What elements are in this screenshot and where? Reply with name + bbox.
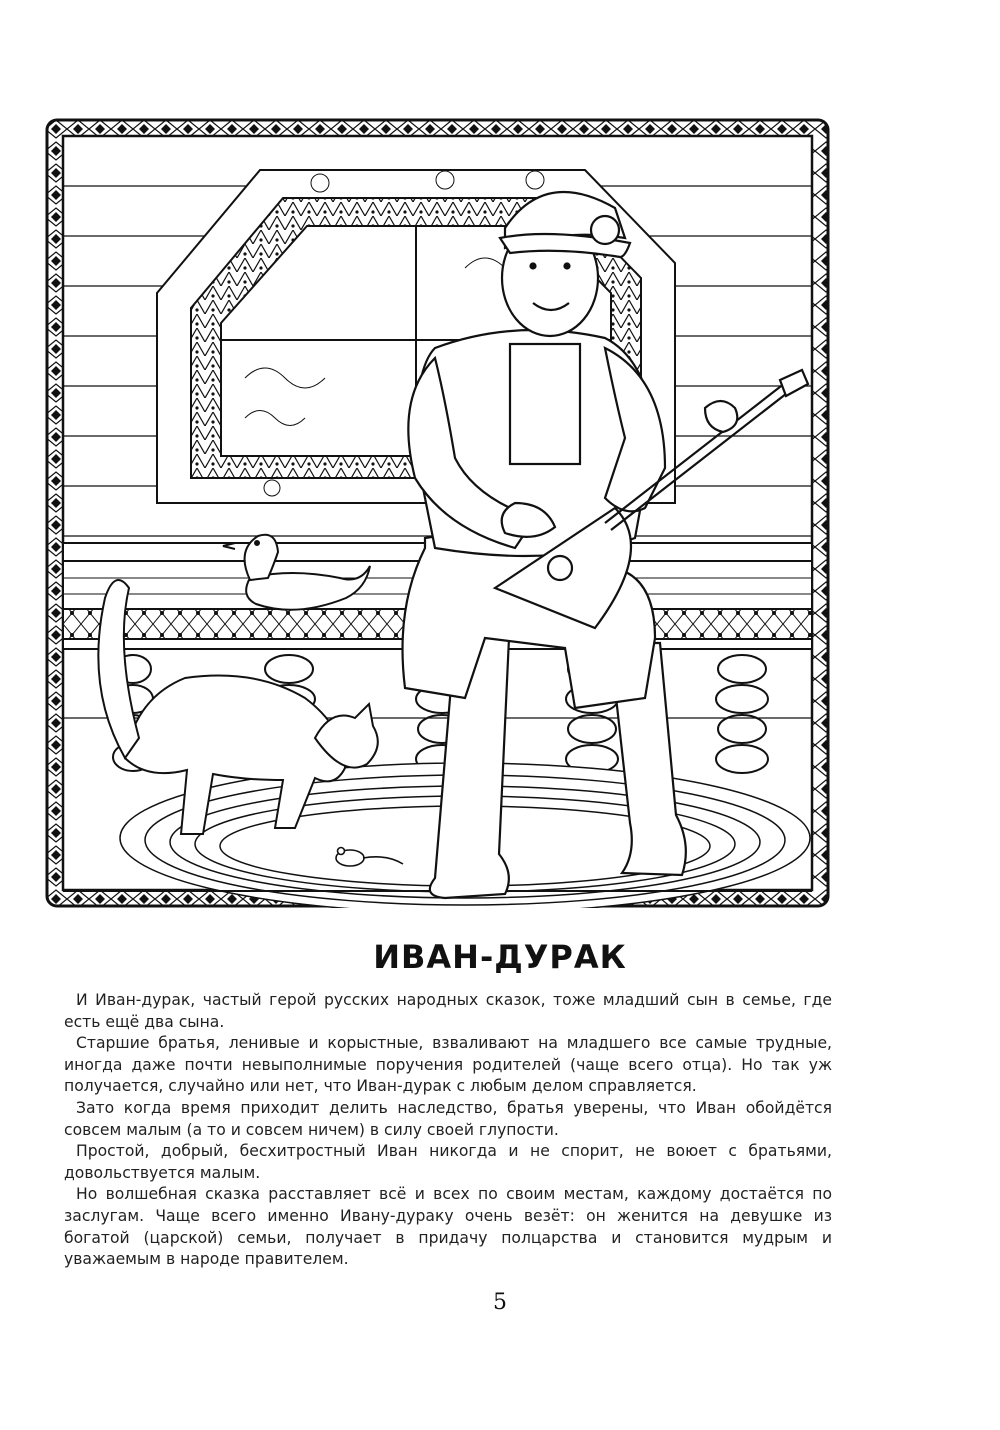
paragraph: Но волшебная сказка расставляет всё и всех по своим местам, каждому достаётся по заслугам. Чаще всего именно Ивану-дураку очень везёт: он женится на девушке из богатой (царской) семьи, получает в придачу полцарства и становится мудрым и уважаемым в народе правителем. bbox=[64, 1185, 832, 1269]
coloring-illustration bbox=[45, 118, 830, 908]
paragraph: И Иван-дурак, частый герой русских народных сказок, тоже младший сын в семье, где есть ещё два сына. bbox=[64, 991, 832, 1031]
page-number: 5 bbox=[493, 1290, 507, 1315]
paragraph: Зато когда время приходит делить наследство, братья уверены, что Иван обойдётся совсем малым (а то и совсем ничем) в силу своей глупости. bbox=[64, 1098, 832, 1139]
paragraph: Старшие братья, ленивые и корыстные, взваливают на младшего все самые трудные, иногда даже почти невыполнимые поручения родителей (чаще всего отца). Но так уж получается, случайно или нет, что Иван-дурак с любым делом справляется. bbox=[64, 1034, 832, 1096]
story-text bbox=[64, 990, 832, 1271]
paragraph: Простой, добрый, бесхитростный Иван никогда и не спорит, не воюет с братьями, довольствуется малым. bbox=[64, 1142, 832, 1182]
page-title: ИВАН-ДУРАК bbox=[373, 938, 627, 976]
